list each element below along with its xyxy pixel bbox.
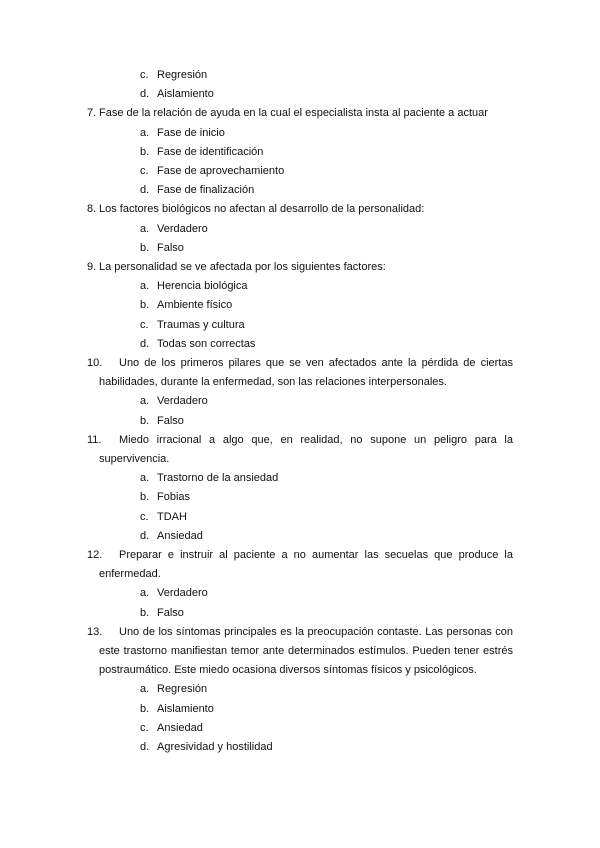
option-text: Fase de inicio [157,126,225,139]
option-letter: c. [140,721,149,734]
answer-option [140,145,263,159]
option-text: Ambiente físico [157,299,233,312]
answer-option [140,68,207,82]
option-text: Aislamiento [157,702,214,715]
option-letter: c. [140,69,149,81]
option-letter: a. [140,472,150,485]
option-text: Todas son correctas [157,337,256,350]
question-text: Miedo irracional a algo que, en realidad, no supone un peligro para la [119,433,513,446]
question-text-continuation: supervivencia. [99,453,170,465]
answer-option [140,721,203,735]
option-letter: b. [140,606,150,619]
option-letter: a. [140,683,150,696]
option-text: Falso [157,241,184,254]
answer-option [140,298,232,312]
option-text: Verdadero [157,395,208,408]
answer-option [140,702,214,716]
question-text: Uno de los síntomas principales es la preocupación contaste. Las personas con [119,625,513,638]
question-number: 10. [87,357,103,369]
answer-option [140,222,208,236]
answer-option [140,606,184,620]
question-text-continuation: este trastorno manifiestan temor ante determinados estímulos. Pueden tener estrés [99,645,513,657]
answer-option [140,87,214,101]
option-text: Fase de aprovechamiento [157,165,285,177]
answer-option [140,529,203,543]
question-number: 12. [87,549,103,561]
option-letter: a. [140,126,150,139]
question-text-continuation: enfermedad. [99,568,161,581]
option-letter: c. [140,510,149,523]
option-letter: b. [140,702,150,715]
answer-option [140,394,208,408]
answer-option [140,740,273,754]
question-number: 7. [87,107,97,120]
option-letter: c. [140,318,149,331]
option-text: Traumas y cultura [157,318,245,331]
answer-option [140,510,187,524]
option-text: Ansiedad [157,529,203,542]
option-letter: c. [140,165,149,177]
question-number: 8. [87,203,97,216]
question-text: Uno de los primeros pilares que se ven afectados ante la pérdida de ciertas [119,357,513,369]
question-text-continuation: habilidades, durante la enfermedad, son las relaciones interpersonales. [99,376,447,389]
answer-option [140,126,225,140]
answer-option [140,183,254,197]
answer-option [140,682,207,696]
question-number: 11. [87,433,102,446]
answer-option [140,164,284,178]
option-letter: a. [140,222,150,235]
option-letter: d. [140,184,150,197]
question-text: Preparar e instruir al paciente a no aumentar las secuelas que produce la [119,549,513,561]
option-letter: b. [140,414,150,427]
answer-option [140,414,184,428]
question-text: Los factores biológicos no afectan al desarrollo de la personalidad: [99,203,425,216]
option-text: Verdadero [157,587,208,600]
option-letter: b. [140,299,150,312]
option-text: Falso [157,606,184,619]
option-text: Trastorno de la ansiedad [157,472,279,485]
option-letter: a. [140,395,150,408]
option-letter: b. [140,145,150,158]
answer-option [140,241,184,255]
answer-option [140,279,248,293]
option-letter: d. [140,741,150,753]
option-letter: b. [140,241,150,254]
question-text-continuation: postraumático. Este miedo ocasiona diversos síntomas físicos y psicológicos. [99,664,477,677]
question-number: 13. [87,625,103,638]
answer-option [140,586,208,600]
option-letter: a. [140,587,150,600]
answer-option [140,318,245,332]
option-letter: d. [140,337,150,350]
option-letter: d. [140,529,150,542]
option-text: Fase de finalización [157,184,255,197]
option-text: Fase de identificación [157,145,264,158]
option-text: Verdadero [157,222,208,235]
option-text: Aislamiento [157,88,214,101]
option-text: Herencia biológica [157,280,248,293]
question-text: La personalidad se ve afectada por los siguientes factores: [99,261,386,273]
question-text: Fase de la relación de ayuda en la cual el especialista insta al paciente a actuar [99,107,488,120]
answer-option [140,490,190,504]
question-number: 9. [87,261,97,273]
option-letter: d. [140,88,150,101]
option-text: Regresión [157,69,208,81]
option-letter: b. [140,491,150,504]
option-text: Ansiedad [157,721,203,734]
option-text: Fobias [157,491,191,504]
option-text: TDAH [157,510,187,523]
answer-option [140,471,278,485]
option-letter: a. [140,280,150,293]
option-text: Agresividad y hostilidad [157,741,273,753]
option-text: Falso [157,414,184,427]
answer-option [140,337,255,351]
option-text: Regresión [157,683,208,696]
